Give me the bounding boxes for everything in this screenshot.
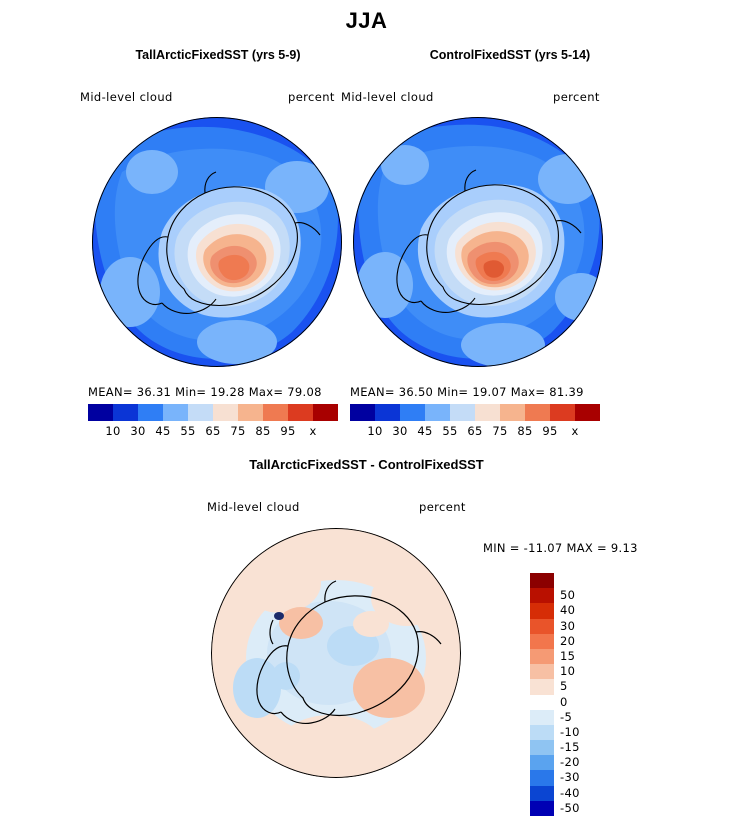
diff-variable-label: Mid-level cloud (207, 500, 300, 514)
colorbar-tick: 55 (180, 424, 196, 438)
colorbar-segment (530, 710, 554, 725)
page-title: JJA (345, 8, 388, 33)
colorbar-segment (163, 404, 188, 421)
colorbar-segment (530, 603, 554, 618)
colorbar-tick: 30 (130, 424, 146, 438)
colorbar-tick: 85 (255, 424, 271, 438)
colorbar-tick: 95 (280, 424, 296, 438)
colorbar-tick: 95 (542, 424, 558, 438)
colorbar-segment (375, 404, 400, 421)
colorbar-segment (525, 404, 550, 421)
colorbar-segment (213, 404, 238, 421)
colorbar-label: -10 (560, 724, 580, 739)
left-polar-map (92, 117, 342, 367)
right-panel-title: ControlFixedSST (yrs 5-14) (429, 48, 591, 62)
colorbar-segment (188, 404, 213, 421)
colorbar-tick: 10 (105, 424, 121, 438)
colorbar-segment (313, 404, 338, 421)
right-units-label: percent (553, 90, 600, 104)
colorbar-segment (530, 679, 554, 694)
colorbar-segment (530, 649, 554, 664)
colorbar-segment (113, 404, 138, 421)
colorbar-segment (288, 404, 313, 421)
colorbar-label: -15 (560, 740, 580, 755)
colorbar-segment (425, 404, 450, 421)
right-map-svg (353, 117, 603, 367)
colorbar-label: 40 (560, 603, 576, 618)
colorbar-label: -5 (560, 709, 573, 724)
diff-units-label: percent (419, 500, 466, 514)
colorbar-segment (530, 619, 554, 634)
left-colorbar (88, 404, 338, 421)
right-colorbar (350, 404, 600, 421)
colorbar-segment (500, 404, 525, 421)
colorbar-tick: 55 (442, 424, 458, 438)
colorbar-tick: 75 (230, 424, 246, 438)
colorbar-segment (550, 404, 575, 421)
colorbar-segment (575, 404, 600, 421)
colorbar-segment (263, 404, 288, 421)
colorbar-label: -30 (560, 770, 580, 785)
colorbar-segment (238, 404, 263, 421)
colorbar-tick: 45 (155, 424, 171, 438)
diff-map-svg (211, 528, 461, 778)
colorbar-segment (88, 404, 113, 421)
colorbar-segment (530, 801, 554, 816)
colorbar-segment (530, 740, 554, 755)
colorbar-segment (138, 404, 163, 421)
colorbar-tick: 65 (205, 424, 221, 438)
colorbar-segment (350, 404, 375, 421)
diff-polar-map (211, 528, 461, 778)
colorbar-tick-spacer: x (309, 424, 317, 438)
colorbar-tick-spacer: x (571, 424, 579, 438)
left-colorbar-ticks (88, 424, 338, 438)
colorbar-segment (450, 404, 475, 421)
colorbar-tick: 30 (392, 424, 408, 438)
colorbar-tick: 65 (467, 424, 483, 438)
colorbar-tick: 10 (367, 424, 383, 438)
colorbar-segment (530, 588, 554, 603)
colorbar-segment (530, 725, 554, 740)
left-panel-title: TallArcticFixedSST (yrs 5-9) (135, 48, 301, 62)
colorbar-tick: 75 (492, 424, 508, 438)
colorbar-tick: 45 (417, 424, 433, 438)
colorbar-label: 5 (560, 679, 568, 694)
colorbar-label: 30 (560, 618, 576, 633)
colorbar-label: 20 (560, 633, 576, 648)
diff-colorbar-labels (560, 573, 580, 816)
colorbar-label: 0 (560, 694, 568, 709)
diff-stats-text: MIN = -11.07 MAX = 9.13 (483, 541, 638, 555)
colorbar-label: -20 (560, 755, 580, 770)
colorbar-segment (530, 573, 554, 588)
colorbar-segment (530, 664, 554, 679)
left-stats-text: MEAN= 36.31 Min= 19.28 Max= 79.08 (88, 385, 322, 399)
colorbar-label: 50 (560, 588, 576, 603)
colorbar-segment (530, 755, 554, 770)
colorbar-label: -40 (560, 785, 580, 800)
diff-colorbar (530, 573, 554, 816)
colorbar-segment (475, 404, 500, 421)
colorbar-label: 10 (560, 664, 576, 679)
colorbar-label: -50 (560, 800, 580, 815)
colorbar-segment (400, 404, 425, 421)
colorbar-segment (530, 770, 554, 785)
left-units-label: percent (288, 90, 335, 104)
left-variable-label: Mid-level cloud (80, 90, 173, 104)
right-polar-map (353, 117, 603, 367)
colorbar-label: 15 (560, 648, 576, 663)
colorbar-tick: 85 (517, 424, 533, 438)
right-colorbar-ticks (350, 424, 600, 438)
diff-panel-title: TallArcticFixedSST - ControlFixedSST (249, 457, 484, 472)
left-map-svg (92, 117, 342, 367)
right-variable-label: Mid-level cloud (341, 90, 434, 104)
right-stats-text: MEAN= 36.50 Min= 19.07 Max= 81.39 (350, 385, 584, 399)
colorbar-segment (530, 695, 554, 710)
colorbar-segment (530, 634, 554, 649)
